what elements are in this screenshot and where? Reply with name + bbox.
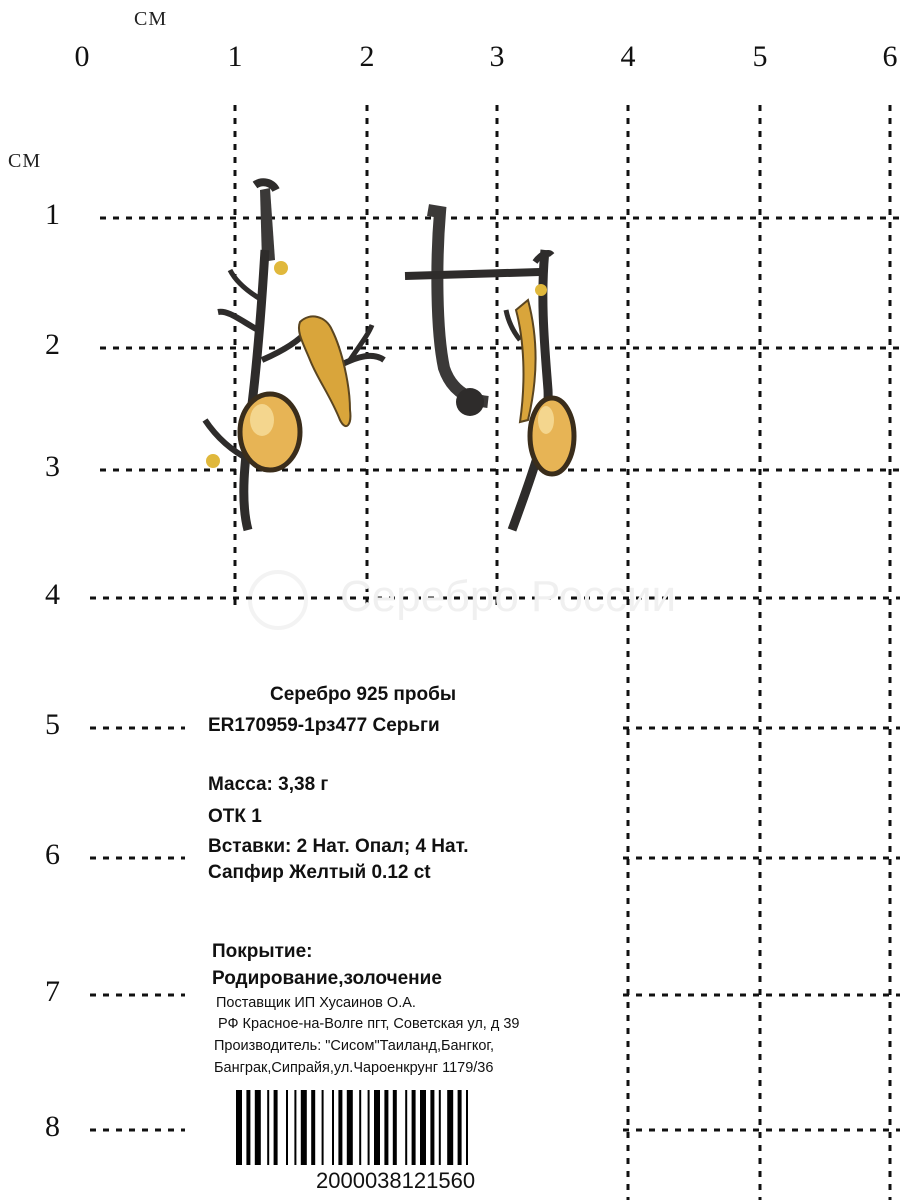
label-maker-1: Производитель: "Сисом"Таиланд,Бангког, xyxy=(214,1038,494,1054)
barcode-bar xyxy=(430,1090,434,1165)
row-number-8: 8 xyxy=(45,1110,60,1143)
watermark-text: Серебро России xyxy=(340,572,677,621)
label-inserts-2: Сапфир Желтый 0.12 ct xyxy=(208,862,431,883)
barcode xyxy=(234,1090,574,1168)
barcode-bar xyxy=(466,1090,468,1165)
watermark-emblem xyxy=(250,572,306,628)
row-number-6: 6 xyxy=(45,838,60,871)
barcode-bar xyxy=(267,1090,269,1165)
barcode-bar xyxy=(405,1090,407,1165)
barcode-bar xyxy=(236,1090,242,1165)
barcode-bar xyxy=(274,1090,278,1165)
barcode-number: 2000038121560 xyxy=(316,1168,476,1193)
col-number-4: 4 xyxy=(620,40,636,73)
barcode-bar xyxy=(286,1090,288,1165)
barcode-bar xyxy=(374,1090,380,1165)
row-number-3: 3 xyxy=(45,450,60,483)
barcode-bar xyxy=(301,1090,307,1165)
barcode-bar xyxy=(255,1090,261,1165)
barcode-bar xyxy=(347,1090,353,1165)
label-address: РФ Красное-на-Волге пгт, Советская ул, д 39 xyxy=(218,1016,520,1032)
row-number-2: 2 xyxy=(45,328,60,361)
barcode-bar xyxy=(439,1090,441,1165)
barcode-bar xyxy=(447,1090,453,1165)
col-number-6: 6 xyxy=(882,40,898,73)
label-article: ER170959-1рз477 Серьги xyxy=(208,715,440,736)
barcode-bar xyxy=(246,1090,250,1165)
barcode-bar xyxy=(338,1090,342,1165)
barcode-bar xyxy=(384,1090,388,1165)
barcode-bar xyxy=(412,1090,416,1165)
row-number-1: 1 xyxy=(45,198,60,231)
label-metal: Серебро 925 пробы xyxy=(270,684,457,705)
barcode-bar xyxy=(322,1090,324,1165)
earring-left xyxy=(205,182,384,530)
row-number-7: 7 xyxy=(45,975,60,1008)
barcode-bar xyxy=(359,1090,361,1165)
row-number-4: 4 xyxy=(45,578,60,611)
barcode-bar xyxy=(420,1090,426,1165)
col-number-3: 3 xyxy=(489,40,505,73)
col-number-5: 5 xyxy=(752,40,768,73)
col-number-2: 2 xyxy=(359,40,375,73)
barcode-bar xyxy=(311,1090,315,1165)
barcode-bar xyxy=(294,1090,296,1165)
row-number-5: 5 xyxy=(45,708,60,741)
label-coating-title: Покрытие: xyxy=(212,941,313,962)
label-maker-2: Банграк,Сипрайя,ул.Чароенкрунг 1179/36 xyxy=(214,1060,494,1076)
label-inserts-1: Вставки: 2 Нат. Опал; 4 Нат. xyxy=(208,836,469,857)
barcode-bar xyxy=(458,1090,462,1165)
col-number-0: 0 xyxy=(74,40,90,73)
barcode-bar xyxy=(368,1090,370,1165)
label-mass: Масса: 3,38 г xyxy=(208,774,329,795)
barcode-bar xyxy=(393,1090,397,1165)
unit-label-left: CM xyxy=(8,150,42,172)
label-coating-value: Родирование,золочение xyxy=(212,968,442,989)
col-number-1: 1 xyxy=(227,40,243,73)
unit-label-top: CM xyxy=(134,8,168,30)
label-otk: ОТК 1 xyxy=(208,806,262,827)
label-supplier: Поставщик ИП Хусаинов О.А. xyxy=(216,995,416,1011)
barcode-bar xyxy=(332,1090,334,1165)
earring-right xyxy=(405,210,574,530)
